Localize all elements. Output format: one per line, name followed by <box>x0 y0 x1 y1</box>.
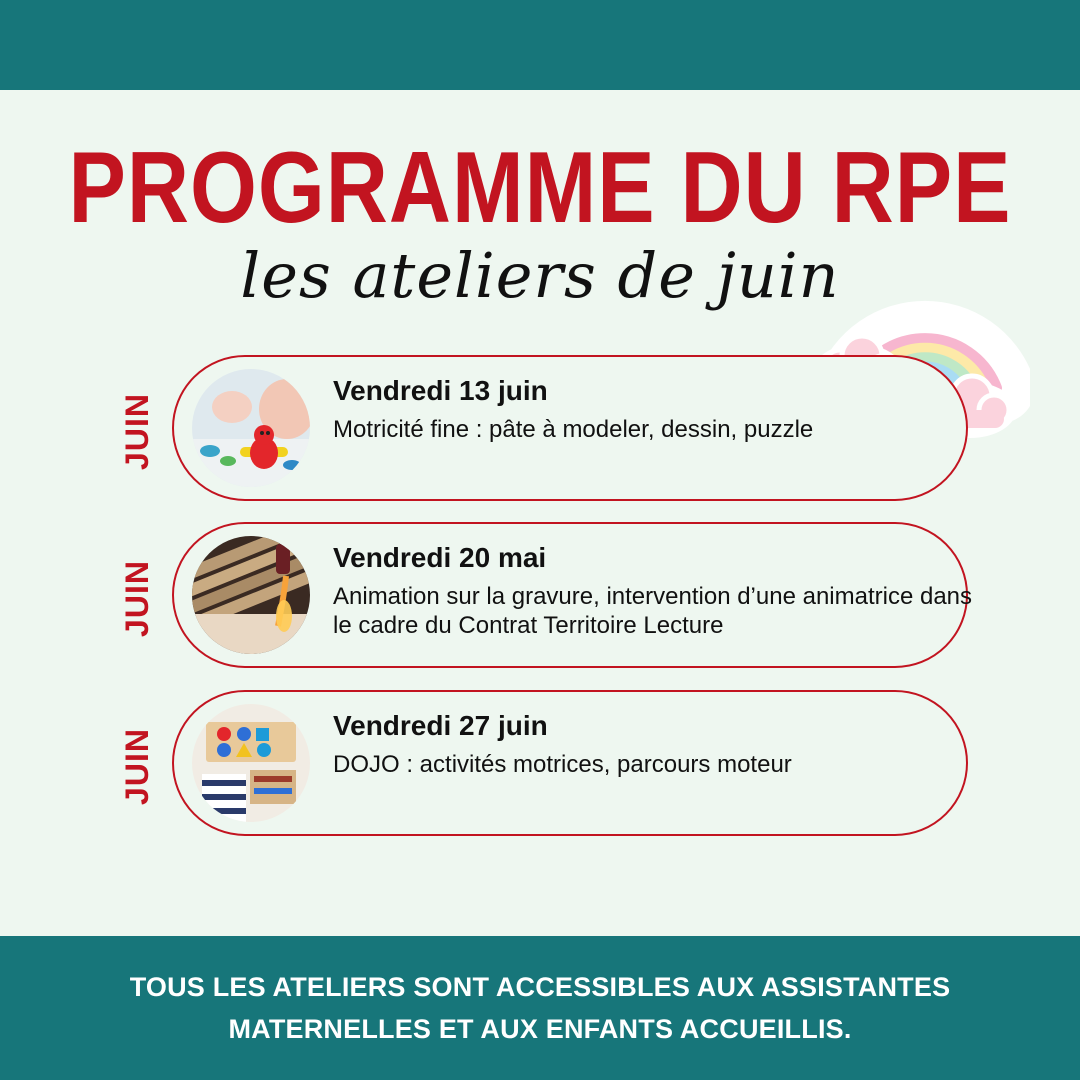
engraving-workshop-photo <box>192 536 310 654</box>
event-description: Animation sur la gravure, intervention d’une animatrice dans le cadre du Contrat Territoire Lecture <box>333 583 973 639</box>
wooden-shape-puzzle-photo <box>192 704 310 822</box>
event-date: Vendredi 27 juin <box>333 710 548 741</box>
month-label: JUIN <box>118 559 155 637</box>
event-item <box>110 355 980 507</box>
event-date: Vendredi 20 mai <box>333 542 547 573</box>
event-description: DOJO : activités motrices, parcours moteur <box>333 751 792 778</box>
top-band <box>0 0 1080 90</box>
month-label: JUIN <box>118 392 155 470</box>
event-date: Vendredi 13 juin <box>333 375 548 406</box>
footer-line-2: MATERNELLES ET AUX ENFANTS ACCUEILLIS. <box>228 1014 852 1044</box>
event-description: Motricité fine : pâte à modeler, dessin, puzzle <box>333 416 814 443</box>
page-title: PROGRAMME DU RPE <box>68 131 1012 245</box>
event-item <box>110 522 980 674</box>
child-modeling-clay-photo <box>192 369 310 487</box>
month-label: JUIN <box>118 727 155 805</box>
footer-banner <box>0 936 1080 1080</box>
footer-line-1: TOUS LES ATELIERS SONT ACCESSIBLES AUX ASSISTANTES <box>129 972 951 1002</box>
event-item <box>110 690 980 842</box>
page-subtitle: les ateliers de juin <box>240 239 840 312</box>
